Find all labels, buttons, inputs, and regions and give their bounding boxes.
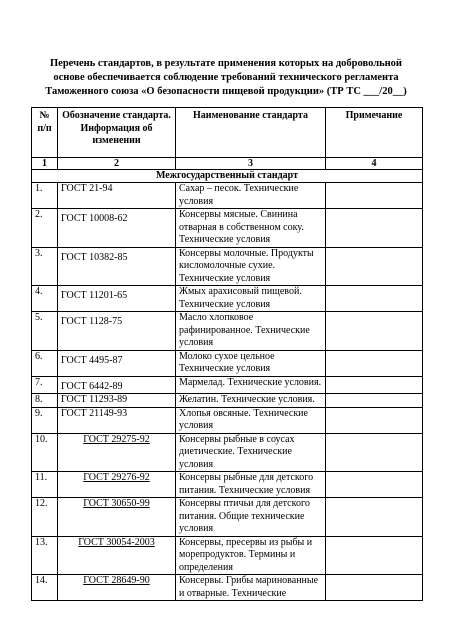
- standard-name: Хлопья овсяные. Технические условия: [176, 407, 326, 433]
- table-row: [32, 376, 423, 394]
- standard-code: ГОСТ 10008-62: [58, 209, 176, 248]
- table-row: [32, 394, 423, 408]
- standard-name: Консервы рыбные для детского питания. Технические условия: [176, 472, 326, 498]
- standard-note: [326, 247, 423, 286]
- standard-note: [326, 472, 423, 498]
- standard-name: Консервы. Грибы маринованные и отварные. Технические: [176, 575, 326, 601]
- standard-name: Жмых арахисовый пищевой. Технические условия: [176, 286, 326, 312]
- table-row: [32, 472, 423, 498]
- standard-name: Сахар – песок. Технические условия: [176, 183, 326, 209]
- standard-name: Молоко сухое цельное Технические условия: [176, 350, 326, 376]
- table-row: [32, 350, 423, 376]
- standard-note: [326, 536, 423, 575]
- row-number: 3.: [32, 247, 58, 286]
- standard-code-link[interactable]: ГОСТ 30054-2003: [78, 536, 155, 548]
- row-number: 10.: [32, 433, 58, 472]
- standard-note: [326, 286, 423, 312]
- row-number: 8.: [32, 394, 58, 408]
- row-number: 2.: [32, 209, 58, 248]
- row-number: 13.: [32, 536, 58, 575]
- table-row: [32, 312, 423, 351]
- table-row: [32, 407, 423, 433]
- table-header-row: [32, 108, 423, 158]
- row-number: 12.: [32, 498, 58, 537]
- standard-code-link[interactable]: ГОСТ 30650-99: [83, 498, 150, 509]
- column-number-row: [32, 158, 423, 170]
- standard-code: [58, 472, 176, 498]
- standard-code: [58, 498, 176, 537]
- standard-note: [326, 209, 423, 248]
- standard-code: [58, 536, 176, 575]
- standard-code: ГОСТ 6442-89: [58, 376, 176, 394]
- standard-name: Желатин. Технические условия.: [176, 394, 326, 408]
- column-number: 2: [58, 158, 176, 170]
- standard-note: [326, 394, 423, 408]
- column-number: 4: [326, 158, 423, 170]
- standard-code-link[interactable]: ГОСТ 28649-90: [83, 575, 150, 586]
- standard-code: [58, 433, 176, 472]
- standard-note: [326, 498, 423, 537]
- title-line-3: Таможенного союза «О безопасности пищевой продукции» (ТР ТС ___/20__): [45, 86, 407, 97]
- standard-name: Мармелад. Технические условия.: [176, 376, 326, 394]
- standard-code: ГОСТ 11201-65: [58, 286, 176, 312]
- standard-code-link[interactable]: ГОСТ 29275-92: [83, 433, 150, 445]
- standard-name: Консервы, пресервы из рыбы и морепродуктов. Термины и определения: [176, 536, 326, 575]
- column-number: 3: [176, 158, 326, 170]
- standard-code-link[interactable]: ГОСТ 29276-92: [83, 472, 150, 483]
- table-row: [32, 247, 423, 286]
- standard-code: [58, 575, 176, 601]
- standard-name: Консервы молочные. Продукты кисломолочные сухие. Технические условия: [176, 247, 326, 286]
- table-row: [32, 433, 423, 472]
- column-number: 1: [32, 158, 58, 170]
- standard-code: ГОСТ 21149-93: [58, 407, 176, 433]
- title-line-1: Перечень стандартов, в результате применения которых на добровольной: [50, 58, 402, 69]
- standard-note: [326, 575, 423, 601]
- row-number: 4.: [32, 286, 58, 312]
- section-title: Межгосударственный стандарт: [32, 170, 423, 183]
- standard-note: [326, 183, 423, 209]
- header-code: Обозначение стандарта. Информация об изменении: [58, 108, 176, 158]
- section-row: [32, 170, 423, 183]
- document-title: [20, 57, 432, 99]
- standard-name: Масло хлопковое рафинированное. Технические условия: [176, 312, 326, 351]
- row-number: 9.: [32, 407, 58, 433]
- standard-name: Консервы птичьи для детского питания. Общие технические условия: [176, 498, 326, 537]
- standard-note: [326, 433, 423, 472]
- row-number: 6.: [32, 350, 58, 376]
- standard-note: [326, 407, 423, 433]
- standard-name: Консервы рыбные в соусах диетические. Технические условия: [176, 433, 326, 472]
- row-number: 5.: [32, 312, 58, 351]
- standard-code: ГОСТ 4495-87: [58, 350, 176, 376]
- header-name: Наименование стандарта: [176, 108, 326, 158]
- standard-code: ГОСТ 1128-75: [58, 312, 176, 351]
- standard-note: [326, 312, 423, 351]
- row-number: 11.: [32, 472, 58, 498]
- standard-note: [326, 350, 423, 376]
- standards-table: [31, 107, 423, 601]
- title-line-2: основе обеспечивается соблюдение требований технического регламента: [53, 72, 399, 83]
- row-number: 7.: [32, 376, 58, 394]
- table-row: [32, 286, 423, 312]
- standard-code: ГОСТ 11293-89: [58, 394, 176, 408]
- table-row: [32, 183, 423, 209]
- standard-code: ГОСТ 21-94: [58, 183, 176, 209]
- standard-name: Консервы мясные. Свинина отварная в собственном соку. Технические условия: [176, 209, 326, 248]
- table-row: [32, 498, 423, 537]
- table-row: [32, 575, 423, 601]
- header-note: Примечание: [326, 108, 423, 158]
- standard-code: ГОСТ 10382-85: [58, 247, 176, 286]
- table-row: [32, 209, 423, 248]
- standard-note: [326, 376, 423, 394]
- row-number: 1.: [32, 183, 58, 209]
- header-num: № п/п: [32, 108, 58, 158]
- row-number: 14.: [32, 575, 58, 601]
- table-row: [32, 536, 423, 575]
